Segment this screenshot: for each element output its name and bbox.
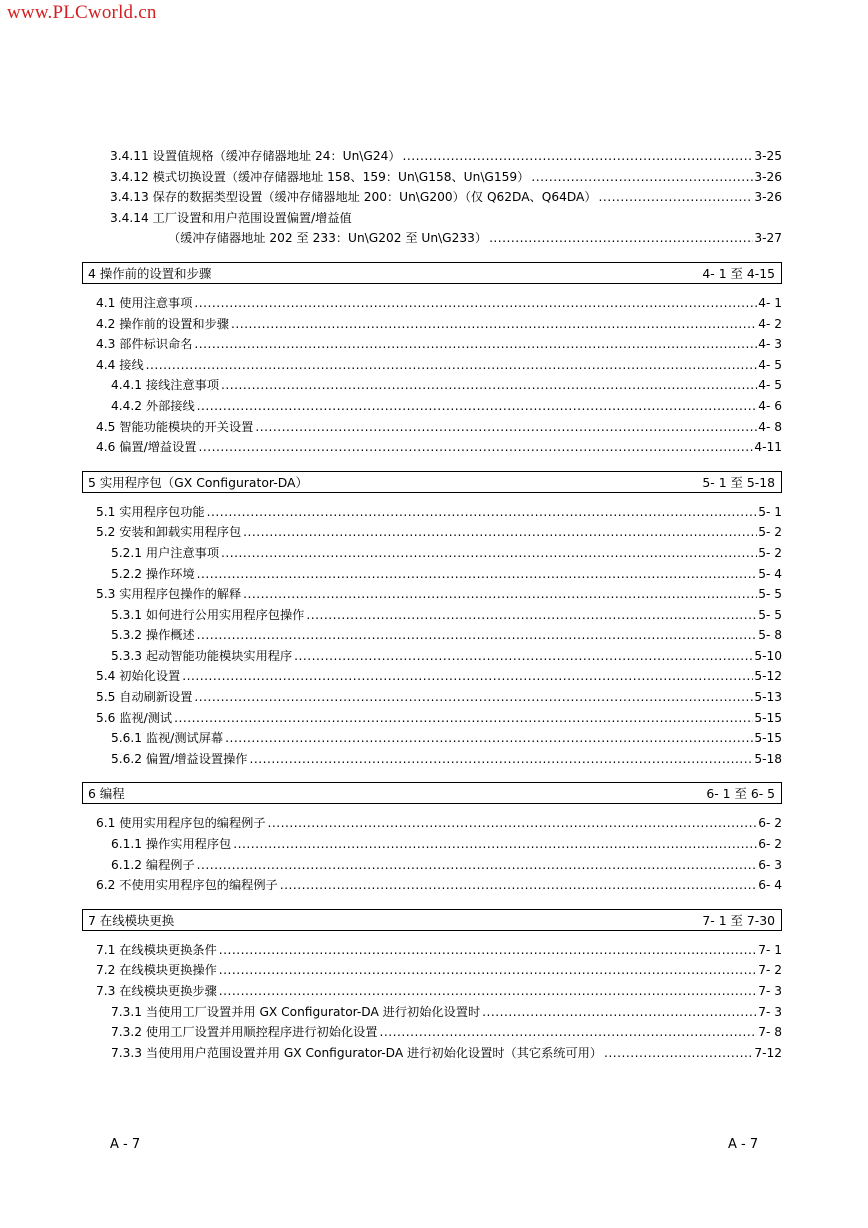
dot-leader [146,355,758,376]
toc-entry [82,666,782,687]
chapter-title: 7 在线模块更换 [88,912,175,928]
toc-entry-title: 3.4.11 设置值规格（缓冲存储器地址 24：Un\G24） [110,149,401,163]
toc-entry [82,437,782,458]
dot-leader [379,1022,757,1043]
dot-leader [243,522,757,543]
toc-entry [82,522,782,543]
page-number-left: A - 7 [110,1137,141,1152]
toc-entry-title: 7.3.1 当使用工厂设置并用 GX Configurator-DA 进行初始化设置时 [111,1004,481,1019]
dot-leader [531,167,753,188]
dot-leader [219,940,757,961]
toc-entry [82,646,782,667]
dot-leader [255,417,757,438]
toc-entry-title: 5.5 自动刷新设置 [96,690,193,705]
toc-entry-title: （缓冲存储器地址 202 至 233：Un\G202 至 Un\G233） [168,231,488,246]
toc-entry [82,187,782,208]
toc-entry [82,502,782,523]
toc-entry-page: 4- 3 [758,337,782,352]
toc-entry [82,1002,782,1023]
toc-entry-page: 6- 4 [758,878,782,893]
toc-entry-page: 5- 5 [758,587,782,602]
dot-leader [225,728,753,749]
chapter-title: 5 实用程序包（GX Configurator-DA） [88,474,308,490]
toc-entry-page: 4- 2 [758,316,782,331]
toc-entry-page: 5-10 [754,648,782,663]
toc-entry-title: 4.3 部件标识命名 [96,337,193,352]
dot-leader [194,687,753,708]
toc-entry-page: 5-12 [754,669,782,684]
toc-entry [82,834,782,855]
toc-entry-page: 6- 2 [758,837,782,852]
toc-entry-page: 4-11 [754,440,782,455]
toc-entry-title: 5.6 监视/测试 [96,710,173,725]
toc-entry [82,708,782,729]
toc-entry-title: 6.1.1 操作实用程序包 [111,837,232,852]
dot-leader [231,314,757,335]
dot-leader [197,625,758,646]
toc-entry-page: 7-12 [754,1045,782,1060]
toc-entry-page: 5- 2 [758,545,782,560]
toc-entry-title: 6.1.2 编程例子 [111,857,195,872]
toc-entry-title: 5.3.1 如何进行公用实用程序包操作 [111,607,305,622]
toc-entry-page: 5-18 [754,751,782,766]
toc-entry-title: 6.2 不使用实用程序包的编程例子 [96,878,278,893]
chapter-page-range: 4- 1 至 4-15 [702,265,775,281]
toc-entry [82,375,782,396]
dot-leader [197,564,758,585]
toc-entry [82,1043,782,1064]
toc-entry-title: 4.6 偏置/增益设置 [96,440,197,455]
chapter-page-range: 7- 1 至 7-30 [702,912,775,928]
toc-entry [82,396,782,417]
dot-leader [199,437,754,458]
dot-leader [207,502,758,523]
toc-entry-title: 5.3.2 操作概述 [111,628,195,643]
toc-entry [82,960,782,981]
toc-entry-title: 7.3.2 使用工厂设置并用顺控程序进行初始化设置 [111,1025,378,1040]
toc-entry-title: 3.4.14 工厂设置和用户范围设置偏置/增益值 [110,210,352,225]
toc-entry-page: 7- 3 [758,984,782,998]
toc-entry-page: 3-26 [754,190,782,205]
spacer [82,931,782,940]
toc-entry-title: 4.4.2 外部接线 [111,398,195,413]
toc-entry [82,355,782,376]
dot-leader [243,584,757,605]
toc-entry-page: 4- 6 [758,398,782,413]
dot-leader [489,228,753,249]
dot-leader [219,981,757,1002]
toc-entry [82,605,782,626]
toc-entry-title: 5.4 初始化设置 [96,669,181,684]
toc-entry [82,687,782,708]
toc-entry-page: 4- 5 [758,378,782,393]
toc-entry [82,981,782,1002]
toc-entry-title: 6.1 使用实用程序包的编程例子 [96,816,266,831]
dot-leader [219,960,757,981]
page-number-right: A - 7 [728,1137,759,1152]
dot-leader [233,834,757,855]
toc-entry [82,228,782,249]
toc-entry [82,584,782,605]
toc-entry [82,728,782,749]
spacer [82,769,782,782]
dot-leader [197,396,758,417]
toc-entry-page: 7- 3 [758,1004,782,1019]
watermark: www.PLCworld.cn [7,2,157,23]
dot-leader [604,1043,753,1064]
dot-leader [182,666,753,687]
toc-entry-page: 5-13 [754,690,782,705]
toc-entry-title: 7.2 在线模块更换操作 [96,963,217,978]
table-of-contents [82,146,782,1063]
toc-entry-page: 5-15 [754,710,782,725]
toc-entry-title: 5.3 实用程序包操作的解释 [96,587,242,602]
chapter-title: 6 编程 [88,786,125,802]
toc-entry [82,625,782,646]
toc-entry-title: 4.4 接线 [96,357,144,372]
toc-entry [82,167,782,188]
toc-entry-title: 4.1 使用注意事项 [96,295,193,310]
chapter-page-range: 6- 1 至 6- 5 [706,786,775,802]
chapter-heading [82,909,782,931]
toc-entry-title: 4.2 操作前的设置和步骤 [96,316,229,331]
spacer [82,804,782,813]
toc-entry-page: 5- 2 [758,525,782,540]
spacer [82,896,782,909]
toc-entry-page: 7- 8 [758,1025,782,1040]
spacer [82,458,782,471]
spacer [82,249,782,262]
toc-entry-page: 5- 8 [758,628,782,643]
toc-entry [82,940,782,961]
toc-entry-title: 3.4.12 模式切换设置（缓冲存储器地址 158、159：Un\G158、Un\G159） [110,169,530,184]
toc-entry [82,813,782,834]
toc-entry [82,855,782,876]
chapter-title: 4 操作前的设置和步骤 [88,265,212,281]
dot-leader [294,646,753,667]
toc-entry-title: 4.4.1 接线注意事项 [111,378,220,393]
toc-entry [82,334,782,355]
toc-entry-page: 5- 4 [758,566,782,581]
toc-entry-title: 5.2.2 操作环境 [111,566,195,581]
chapter-heading [82,262,782,284]
toc-entry [82,875,782,896]
dot-leader [194,334,757,355]
toc-entry-page: 4- 1 [758,295,782,310]
toc-entry-title: 5.6.1 监视/测试屏幕 [111,731,224,746]
dot-leader [221,375,757,396]
toc-entry [82,146,782,167]
dot-leader [194,293,757,314]
dot-leader [268,813,758,834]
toc-entry-page: 4- 8 [758,419,782,434]
toc-top-section [82,146,782,249]
toc-entry [82,749,782,770]
toc-entry-page: 5- 1 [758,504,782,519]
toc-entry-title: 5.2 安装和卸载实用程序包 [96,525,242,540]
chapter-heading [82,471,782,493]
spacer [82,284,782,293]
toc-entry [82,564,782,585]
toc-entry-title: 5.6.2 偏置/增益设置操作 [111,751,248,766]
spacer [82,493,782,502]
chapter-heading [82,782,782,804]
toc-entry-page: 3-27 [754,231,782,246]
toc-entry-page: 5-15 [754,731,782,746]
toc-entry-title: 7.3 在线模块更换步骤 [96,984,217,998]
toc-entry [82,314,782,335]
dot-leader [250,749,754,770]
toc-entry-page: 4- 5 [758,357,782,372]
toc-entry-title: 7.3.3 当使用用户范围设置并用 GX Configurator-DA 进行初始化设置时（其它系统可用） [111,1045,603,1060]
toc-entry [82,208,782,229]
toc-entry-page: 3-26 [754,169,782,184]
dot-leader [482,1002,757,1023]
toc-entry-title: 3.4.13 保存的数据类型设置（缓冲存储器地址 200：Un\G200）（仅 Q62DA、Q64DA） [110,190,597,205]
toc-entry [82,293,782,314]
toc-entry-page: 6- 3 [758,857,782,872]
dot-leader [599,187,754,208]
dot-leader [280,875,758,896]
toc-entry-title: 4.5 智能功能模块的开关设置 [96,419,254,434]
toc-entry-title: 5.2.1 用户注意事项 [111,545,220,560]
toc-entry-page: 7- 2 [758,963,782,978]
toc-entry [82,543,782,564]
dot-leader [403,146,754,167]
dot-leader [197,855,758,876]
dot-leader [306,605,757,626]
toc-entry-title: 7.1 在线模块更换条件 [96,942,217,957]
toc-chapters [82,249,782,1063]
toc-entry-page: 3-25 [754,149,782,163]
toc-entry-title: 5.1 实用程序包功能 [96,504,205,519]
toc-entry-page: 6- 2 [758,816,782,831]
dot-leader [174,708,753,729]
toc-entry [82,417,782,438]
chapter-page-range: 5- 1 至 5-18 [702,474,775,490]
toc-entry-title: 5.3.3 起动智能功能模块实用程序 [111,648,293,663]
toc-entry [82,1022,782,1043]
dot-leader [221,543,757,564]
toc-entry-page: 5- 5 [758,607,782,622]
toc-entry-page: 7- 1 [758,942,782,957]
